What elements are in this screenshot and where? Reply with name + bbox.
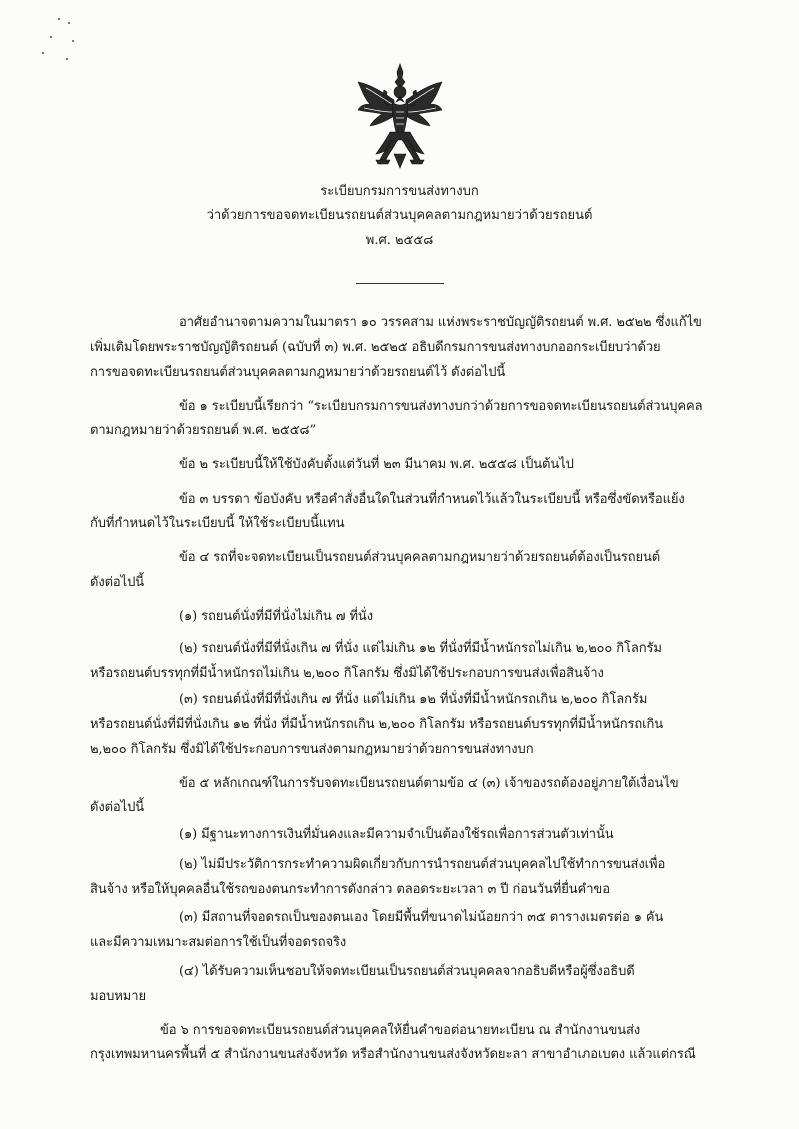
article-5-item-2-line: สินจ้าง หรือให้บุคคลอื่นใช้รถของตนกระทำการดังกล่าว ตลอดระยะเวลา ๓ ปี ก่อนวันที่ยื่นคำขอ — [90, 882, 610, 897]
preamble-line: การขอจดทะเบียนรถยนต์ส่วนบุคคลตามกฎหมายว่าด้วยรถยนต์ไว้ ดังต่อไปนี้ — [90, 365, 506, 380]
article-4-item-2-line: (๒) รถยนต์นั่งที่มีที่นั่งเกิน ๗ ที่นั่ง แต่ไม่เกิน ๑๒ ที่นั่งที่มีน้ำหนักรถไม่เกิน ๒,๒๐๐ กิโลกรัม — [179, 641, 662, 656]
preamble-line: เพิ่มเติมโดยพระราชบัญญัติรถยนต์ (ฉบับที่ ๓) พ.ศ. ๒๕๒๕ อธิบดีกรมการขนส่งทางบกออกระเบียบว่าด้วย — [90, 340, 661, 355]
article-3-line: ข้อ ๓ บรรดา ข้อบังคับ หรือคำสั่งอื่นใดในส่วนที่กำหนดไว้แล้วในระเบียบนี้ หรือซึ่งขัดหรือแย้ง — [179, 492, 685, 507]
preamble-line: อาศัยอำนาจตามความในมาตรา ๑๐ วรรคสาม แห่งพระราชบัญญัติรถยนต์ พ.ศ. ๒๕๒๒ ซึ่งแก้ไข — [179, 315, 702, 330]
article-4-item-2-line: หรือรถยนต์บรรทุกที่มีน้ำหนักรถไม่เกิน ๒,๒๐๐ กิโลกรัม ซึ่งมิได้ใช้ประกอบการขนส่งเพื่อสินจ้าง — [90, 666, 604, 681]
article-5-item-4-line: มอบหมาย — [90, 989, 146, 1004]
scan-specks — [20, 14, 90, 74]
article-5-item-3-line: และมีความเหมาะสมต่อการใช้เป็นที่จอดรถจริง — [90, 935, 347, 950]
article-4-item-3-line: ๒,๒๐๐ กิโลกรัม ซึ่งมิได้ใช้ประกอบการขนส่งตามกฎหมายว่าด้วยการขนส่งทางบก — [90, 742, 534, 757]
article-6-line: ข้อ ๖ การขอจดทะเบียนรถยนต์ส่วนบุคคลให้ยื่นคำขอต่อนายทะเบียน ณ สำนักงานขนส่ง — [160, 1023, 641, 1038]
article-3-line: กับที่กำหนดไว้ในระเบียบนี้ ให้ใช้ระเบียบนี้แทน — [90, 516, 345, 531]
regulation-year: พ.ศ. ๒๕๕๘ — [365, 233, 434, 248]
article-6-line: กรุงเทพมหานครพื้นที่ ๕ สำนักงานขนส่งจังหวัด หรือสำนักงานขนส่งจังหวัดยะลา สาขาอำเภอเบตง แล้วแต่กรณี — [90, 1047, 696, 1062]
article-5-item-1: (๑) มีฐานะทางการเงินที่มั่นคงและมีความจำเป็นต้องใช้รถเพื่อการส่วนตัวเท่านั้น — [179, 827, 614, 842]
article-1-line: ข้อ ๑ ระเบียบนี้เรียกว่า “ระเบียบกรมการขนส่งทางบกว่าด้วยการขอจดทะเบียนรถยนต์ส่วนบุคคล — [179, 399, 703, 414]
title-divider — [356, 283, 444, 284]
article-5-line: ดังต่อไปนี้ — [90, 800, 145, 815]
article-4-item-3-line: (๓) รถยนต์นั่งที่มีที่นั่งเกิน ๗ ที่นั่ง แต่ไม่เกิน ๑๒ ที่นั่งที่มีน้ำหนักรถเกิน ๒,๒๐๐ กิโลกรัม — [179, 692, 648, 707]
article-4-item-1: (๑) รถยนต์นั่งที่มีที่นั่งไม่เกิน ๗ ที่นั่ง — [179, 609, 373, 624]
article-4-line: ข้อ ๔ รถที่จะจดทะเบียนเป็นรถยนต์ส่วนบุคคลตามกฎหมายว่าด้วยรถยนต์ต้องเป็นรถยนต์ — [179, 550, 661, 565]
article-1-line: ตามกฎหมายว่าด้วยรถยนต์ พ.ศ. ๒๕๕๘” — [90, 423, 316, 438]
article-4-item-3-line: หรือรถยนต์นั่งที่มีที่นั่งเกิน ๑๒ ที่นั่ง ที่มีน้ำหนักรถเกิน ๒,๒๐๐ กิโลกรัม หรือรถยนต์บรรทุกที่มีน้ำหนักรถเกิน — [90, 717, 664, 732]
article-5-item-2-line: (๒) ไม่มีประวัติการกระทำความผิดเกี่ยวกับการนำรถยนต์ส่วนบุคคลไปใช้ทำการขนส่งเพื่อ — [179, 857, 666, 872]
article-5-line: ข้อ ๕ หลักเกณฑ์ในการรับจดทะเบียนรถยนต์ตามข้อ ๔ (๓) เจ้าของรถต้องอยู่ภายใต้เงื่อนไข — [179, 776, 679, 791]
article-5-item-4-line: (๔) ได้รับความเห็นชอบให้จดทะเบียนเป็นรถยนต์ส่วนบุคคลจากอธิบดีหรือผู้ซึ่งอธิบดี — [179, 964, 635, 979]
regulation-subject: ว่าด้วยการขอจดทะเบียนรถยนต์ส่วนบุคคลตามกฎหมายว่าด้วยรถยนต์ — [206, 208, 593, 223]
article-5-item-3-line: (๓) มีสถานที่จอดรถเป็นของตนเอง โดยมีพื้นที่ขนาดไม่น้อยกว่า ๓๕ ตารางเมตรต่อ ๑ คัน — [179, 910, 664, 925]
garuda-emblem-icon — [352, 62, 448, 170]
article-2-line: ข้อ ๒ ระเบียบนี้ให้ใช้บังคับตั้งแต่วันที่ ๒๓ มีนาคม พ.ศ. ๒๕๕๘ เป็นต้นไป — [179, 457, 574, 472]
regulation-issuer: ระเบียบกรมการขนส่งทางบก — [320, 184, 479, 199]
article-4-line: ดังต่อไปนี้ — [90, 575, 145, 590]
